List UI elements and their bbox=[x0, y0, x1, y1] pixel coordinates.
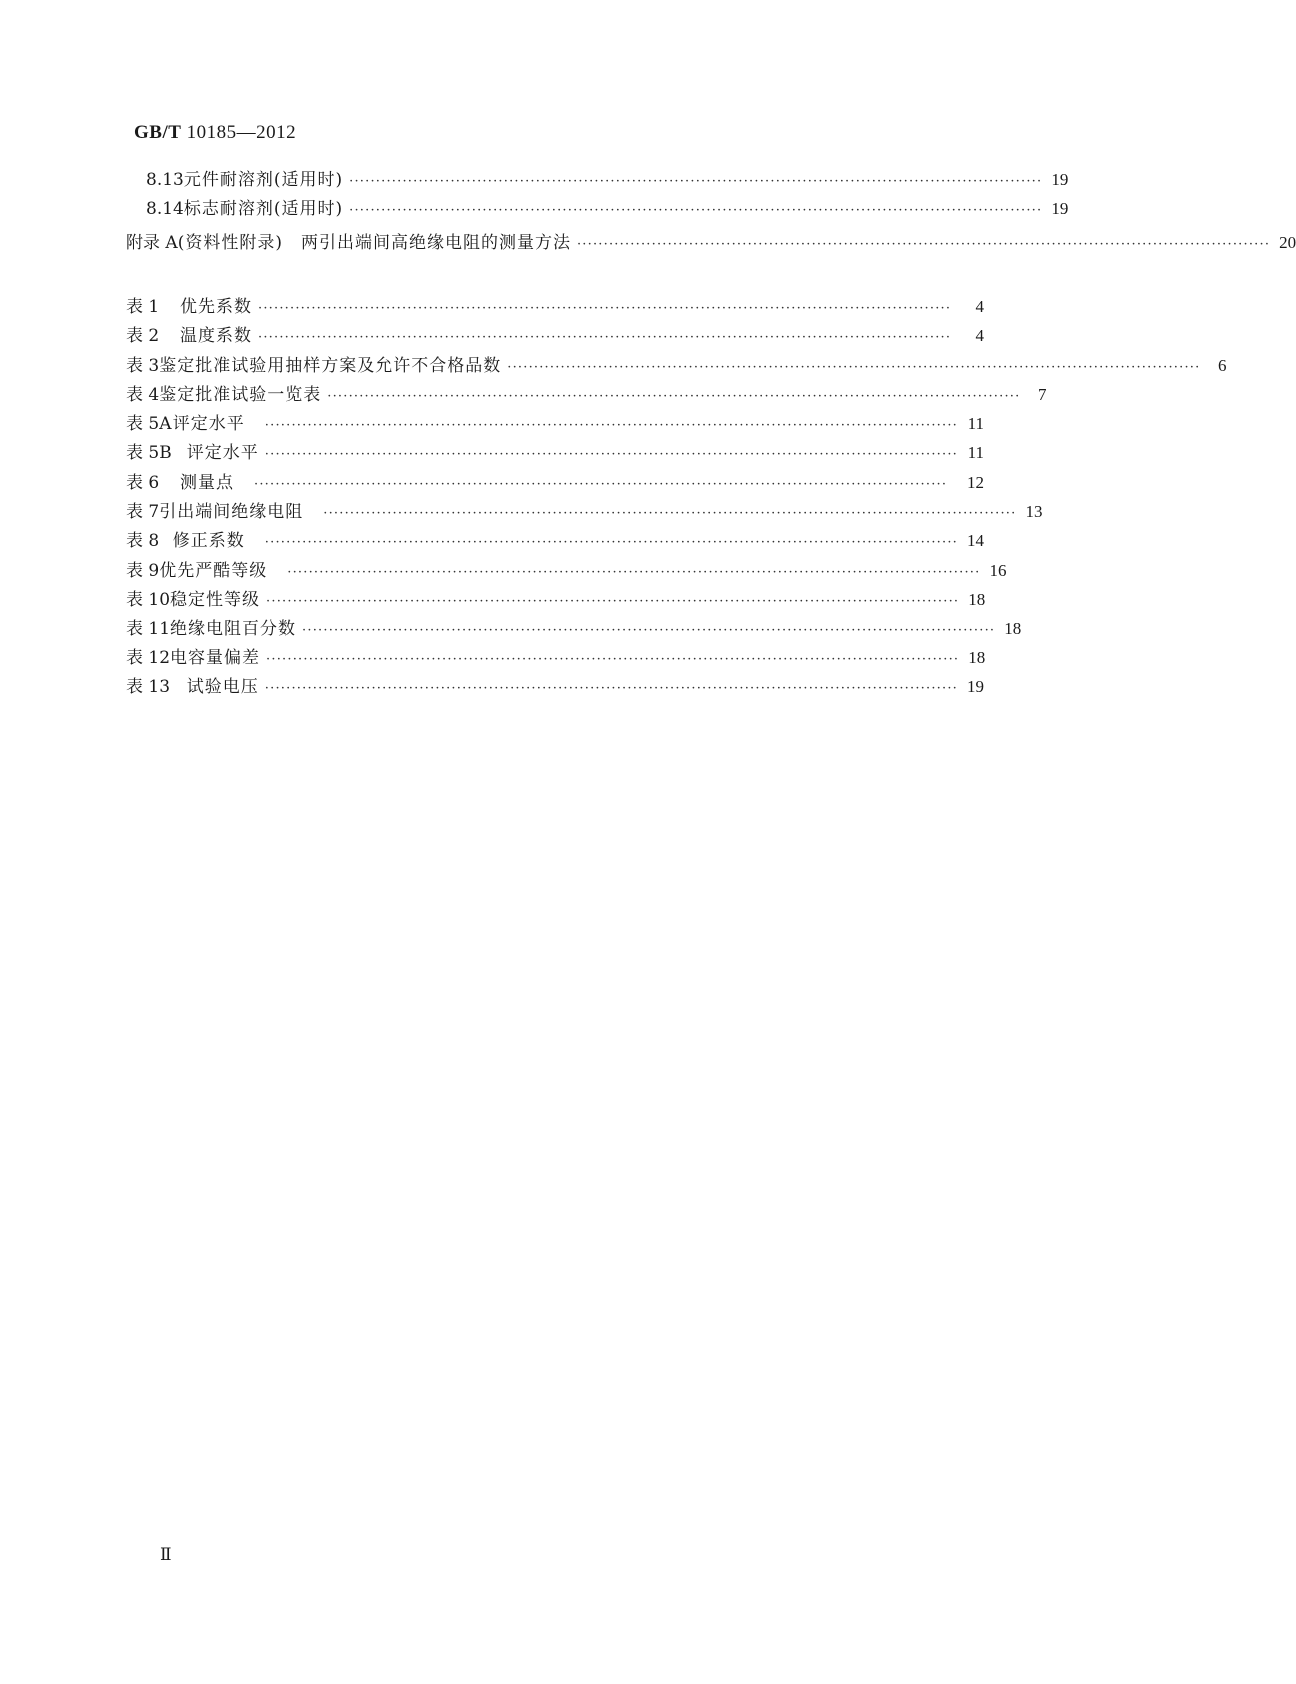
toc-entry-page: 14 bbox=[967, 531, 984, 550]
toc-entry-page: 4 bbox=[975, 297, 984, 316]
toc-entry-number: 表 7 bbox=[126, 502, 160, 522]
toc-entry-page: 19 bbox=[1051, 199, 1069, 218]
toc-entry-number: 表 12 bbox=[126, 648, 171, 668]
toc-entry-number: 表 2 bbox=[126, 326, 160, 346]
toc-entry-title: 引出端间绝缘电阻 bbox=[159, 502, 304, 522]
toc-entry-page: 11 bbox=[967, 443, 984, 462]
toc-entry-page: 16 bbox=[989, 561, 1007, 580]
toc-entry-title: 鉴定批准试验一览表 bbox=[159, 385, 322, 405]
toc-entry-title: 元件耐溶剂(适用时) bbox=[183, 170, 344, 190]
toc-entry-number: 附录 A bbox=[126, 233, 178, 253]
toc-table-12[interactable] bbox=[126, 646, 984, 670]
dot-leader: ·································································································································· bbox=[266, 594, 960, 609]
toc-entry-page: 12 bbox=[967, 473, 984, 492]
toc-entry-title: 温度系数 bbox=[180, 326, 252, 346]
dot-leader: ·································································································································· bbox=[327, 389, 1021, 404]
toc-entry-8-14[interactable] bbox=[146, 197, 1069, 221]
toc-entry-title: 优先严酷等级 bbox=[159, 561, 268, 581]
toc-table-5b[interactable] bbox=[126, 441, 984, 465]
toc-entry-number: 表 11 bbox=[126, 619, 171, 639]
toc-entry-page: 6 bbox=[1217, 356, 1227, 375]
toc-entry-title: (资料性附录) 两引出端间高绝缘电阻的测量方法 bbox=[177, 233, 571, 253]
toc-entry-number: 表 8 bbox=[126, 531, 160, 551]
dot-leader: ·································································································································· bbox=[302, 623, 996, 638]
toc-entry-number: 8.13 bbox=[146, 170, 184, 190]
dot-leader: ·································································································································· bbox=[507, 360, 1201, 375]
toc-entry-title: 稳定性等级 bbox=[170, 590, 261, 610]
page-number-footer: Ⅱ bbox=[160, 1545, 172, 1564]
toc-table-1[interactable] bbox=[126, 295, 984, 319]
toc-entry-title: 评定水平 bbox=[186, 443, 259, 463]
dot-leader: ·································································································································· bbox=[349, 203, 1043, 218]
toc-table-13[interactable] bbox=[126, 675, 984, 699]
toc-entry-number: 表 5B bbox=[126, 443, 172, 463]
toc-entry-number: 表 4 bbox=[126, 385, 160, 405]
toc-entry-8-13[interactable] bbox=[146, 168, 1069, 192]
dot-leader: ·································································································································· bbox=[264, 418, 958, 433]
toc-entry-page: 19 bbox=[967, 677, 984, 696]
dot-leader: ·································································································································· bbox=[264, 447, 958, 462]
toc-entry-page: 20 bbox=[1279, 233, 1296, 252]
toc-entry-number: 表 5A bbox=[126, 414, 172, 434]
toc-entry-number: 表 3 bbox=[126, 356, 160, 376]
toc-entry-title: 标志耐溶剂(适用时) bbox=[183, 199, 344, 219]
toc-entry-page: 4 bbox=[975, 326, 984, 345]
toc-entry-page: 13 bbox=[1025, 502, 1043, 521]
dot-leader: ·································································································································· bbox=[264, 681, 958, 696]
toc-entry-number: 表 10 bbox=[126, 590, 171, 610]
dot-leader: ·································································································································· bbox=[254, 477, 948, 492]
toc-table-10[interactable] bbox=[126, 588, 984, 612]
dot-leader: ·································································································································· bbox=[258, 330, 952, 345]
dot-leader: ·································································································································· bbox=[264, 535, 958, 550]
toc-entry-page: 18 bbox=[968, 590, 986, 609]
toc-entry-page: 19 bbox=[1051, 170, 1069, 189]
dot-leader: ·································································································································· bbox=[287, 565, 981, 580]
toc-entry-page: 11 bbox=[967, 414, 984, 433]
standard-code-prefix: GB/T bbox=[134, 122, 182, 143]
toc-entry-title: 优先系数 bbox=[180, 297, 252, 317]
toc-entry-page: 18 bbox=[968, 648, 986, 667]
toc-entry-title: 测量点 bbox=[180, 473, 234, 493]
document-header bbox=[134, 122, 296, 144]
toc-entry-title: 评定水平 bbox=[172, 414, 245, 434]
dot-leader: ·································································································································· bbox=[323, 506, 1017, 521]
toc-entry-title: 电容量偏差 bbox=[170, 648, 261, 668]
toc-table-8[interactable] bbox=[126, 529, 984, 553]
toc-entry-title: 鉴定批准试验用抽样方案及允许不合格品数 bbox=[159, 356, 502, 376]
dot-leader: ·································································································································· bbox=[576, 237, 1271, 252]
dot-leader: ·································································································································· bbox=[349, 174, 1043, 189]
toc-entry-title: 修正系数 bbox=[172, 531, 245, 551]
toc-table-3[interactable] bbox=[126, 354, 1227, 378]
toc-entry-title: 绝缘电阻百分数 bbox=[170, 619, 297, 639]
toc-table-9[interactable] bbox=[126, 559, 1007, 583]
toc-entry-number: 表 1 bbox=[126, 297, 160, 317]
toc-table-11[interactable] bbox=[126, 617, 1022, 641]
dot-leader: ·································································································································· bbox=[266, 652, 960, 667]
toc-table-6[interactable] bbox=[126, 471, 984, 495]
toc-table-5a[interactable] bbox=[126, 412, 984, 436]
toc-entry-page: 7 bbox=[1037, 385, 1047, 404]
toc-entry-appendix-a[interactable] bbox=[126, 231, 1296, 255]
toc-entry-number: 表 6 bbox=[126, 473, 160, 493]
toc-entry-title: 试验电压 bbox=[186, 677, 259, 697]
toc-table-2[interactable] bbox=[126, 324, 984, 348]
toc-entry-page: 18 bbox=[1004, 619, 1022, 638]
toc-entry-number: 表 13 bbox=[126, 677, 171, 697]
standard-code-number: 10185—2012 bbox=[186, 122, 297, 143]
toc-table-7[interactable] bbox=[126, 500, 1043, 524]
dot-leader: ·································································································································· bbox=[258, 301, 952, 316]
toc-entry-number: 8.14 bbox=[146, 199, 184, 219]
toc-entry-number: 表 9 bbox=[126, 561, 160, 581]
toc-table-4[interactable] bbox=[126, 383, 1047, 407]
